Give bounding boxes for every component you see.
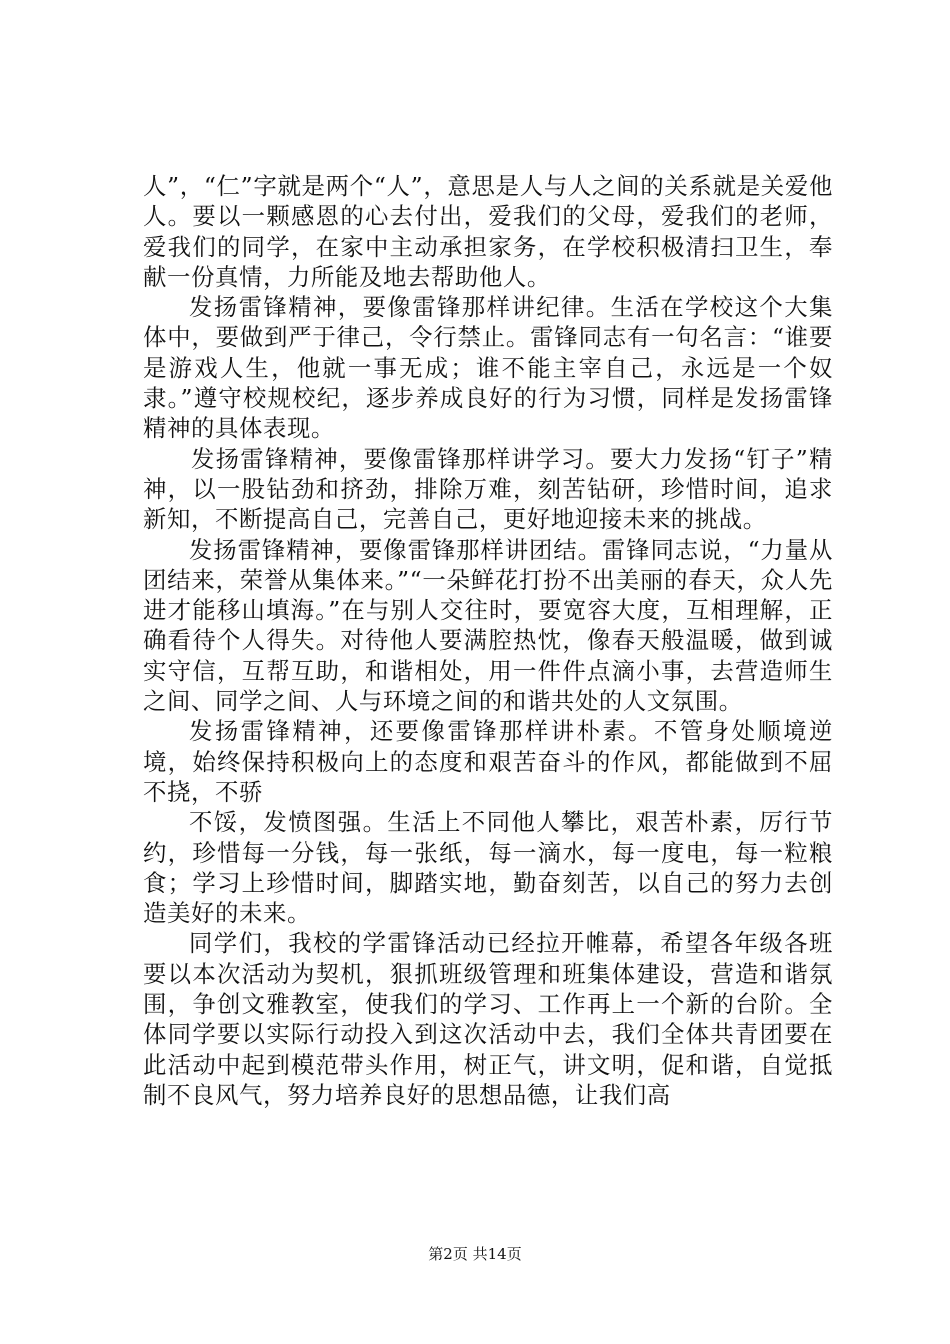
paragraph-1: 人”，“仁”字就是两个“人”，意思是人与人之间的关系就是关爱他人。要以一颗感恩的心去付出，爱我们的父母，爱我们的老师，爱我们的同学，在家中主动承担家务，在学校积极清扫卫生，奉献一份真情，力所能及地去帮助他人。: [143, 172, 833, 291]
paragraph-6: 不馁，发愤图强。生活上不同他人攀比，艰苦朴素，厉行节约，珍惜每一分钱，每一张纸，每一滴水，每一度电，每一粒粮食；学习上珍惜时间，脚踏实地，勤奋刻苦，以自己的努力去创造美好的未来。: [143, 808, 833, 928]
paragraph-2: 发扬雷锋精神，要像雷锋那样讲纪律。生活在学校这个大集体中，要做到严于律己，令行禁止。雷锋同志有一句名言：“谁要是游戏人生，他就一事无成；谁不能主宰自己，永远是一个奴隶。”遵守校规校纪，逐步养成良好的行为习惯，同样是发扬雷锋精神的具体表现。: [143, 293, 833, 443]
document-body: [143, 171, 833, 1110]
paragraph-3: 发扬雷锋精神，要像雷锋那样讲学习。要大力发扬“钉子”精神，以一股钻劲和挤劲，排除万难，刻苦钻研，珍惜时间，追求新知，不断提高自己，完善自己，更好地迎接未来的挑战。: [143, 444, 833, 534]
paragraph-5: 发扬雷锋精神，还要像雷锋那样讲朴素。不管身处顺境逆境，始终保持积极向上的态度和艰苦奋斗的作风，都能做到不屈不挠，不骄: [143, 717, 833, 806]
page-footer: 第2页 共14页: [428, 1245, 522, 1263]
paragraph-7: 同学们，我校的学雷锋活动已经拉开帷幕，希望各年级各班要以本次活动为契机，狠抓班级管理和班集体建设，营造和谐氛围，争创文雅教室，使我们的学习、工作再上一个新的台阶。全体同学要以实际行动投入到这次活动中去，我们全体共青团要在此活动中起到模范带头作用，树正气，讲文明，促和谐，自觉抵制不良风气，努力培养良好的思想品德，让我们高: [143, 929, 833, 1109]
paragraph-4: 发扬雷锋精神，要像雷锋那样讲团结。雷锋同志说，“力量从团结来，荣誉从集体来。”“一朵鲜花打扮不出美丽的春天，众人先进才能移山填海。”在与别人交往时，要宽容大度，互相理解，正确看待个人得失。对待他人要满腔热忱，像春天般温暖，做到诚实守信，互帮互助，和谐相处，用一件件点滴小事，去营造师生之间、同学之间、人与环境之间的和谐共处的人文氛围。: [143, 535, 833, 716]
